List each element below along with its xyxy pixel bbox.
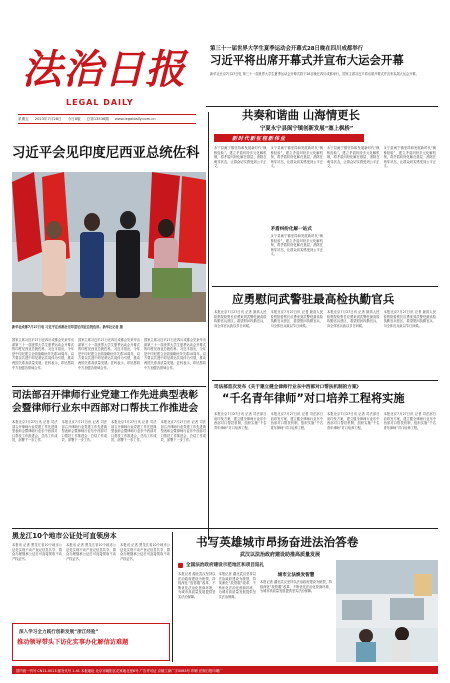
- feature-banner: 新时代新征程新伟业: [214, 134, 364, 142]
- lead-story-body: 国家主席习近平27日在四川成都会见来华出席第三十一届世界大学生夏季运动会开幕式的印度尼西亚总统佐科。习近平指出，今年是中印尼建立全面战略伙伴关系10周年，双方要以共建中印尼命运共同体为引领，推动两国关系高质量发展。佐科表示，印尼愿同中方加强各领域合作。 国家主席习近平27日在四川成都会见来华出席第三十一届世界大学生夏季运动会开幕式的印度尼西亚总统佐科。习近平指出，今年是中印尼建立全面战略伙伴关系10周年，双方要以共建中印尼命运共同体为引领，推动两国关系高质量发展。佐科表示，印尼愿同中方加强各领域合作。 国家主席习近平27日在四川成都会见来华出席第三十一届世界大学生夏季运动会开幕式的印度尼西亚总统佐科。习近平指出，今年是中印尼建立全面战略伙伴关系10周年，双方要以共建中印尼命运共同体为引领，推动两国关系高质量发展。佐科表示，印尼愿同中方加强各领域合作。: [12, 338, 206, 370]
- lead-story-headline[interactable]: 习近平会见印度尼西亚总统佐科: [12, 146, 200, 161]
- hero-story-subhead: 武汉以法治政府建设助推高质量发展: [240, 552, 321, 558]
- promo-kicker: 深入学习全力践行创新发展“浙江经验”: [19, 630, 99, 635]
- footer-bar: [12, 666, 438, 674]
- series-flag-icon: [178, 563, 183, 568]
- feature-section-title: 矛盾纠纷化解一站式: [270, 227, 312, 232]
- lawyer-story-kicker: 司法部首次发布《关于建立健全律师行业东中西部对口帮扶机制的方案》: [214, 385, 362, 390]
- promo-box[interactable]: [12, 623, 170, 661]
- issue-date: 2023年7月28日: [34, 117, 62, 121]
- hero-inset-title: 城市立法焕发智慧: [277, 573, 315, 578]
- issue-edition: 今日8版: [67, 117, 81, 121]
- masthead: [18, 44, 198, 136]
- hero-photo: [336, 560, 438, 662]
- website-link[interactable]: www.legaldaily.com.cn: [114, 117, 156, 121]
- lead-photo: [12, 172, 206, 322]
- top-story-kicker: 第三十一届世界大学生夏季运动会开幕式28日晚在四川成都举行: [210, 46, 364, 52]
- party-story-body: 本报北京7月27日讯 记者 司法部召开律师行业党建工作先进典型表彰会暨律师行业东中西部对口帮扶工作推进会，总结工作成效，部署下一步工作。 本报北京7月27日讯 记者 司法部召开律师行业党建工作先进典型表彰会暨律师行业东中西部对口帮扶工作推进会，总结工作成效，部署下一步工作。 本报北京7月27日讯 记者 司法部召开律师行业党建工作先进典型表彰会暨律师行业东中西部对口帮扶工作推进会，总结工作成效，部署下一步工作。 本报北京7月27日讯 记者 司法部召开律师行业党建工作先进典型表彰会暨律师行业东中西部对口帮扶工作推进会，总结工作成效，部署下一步工作。: [12, 420, 206, 443]
- hero-series-label: 全国法治政府建设示范地区和项目巡礼: [178, 562, 378, 569]
- masthead-title: 法治日报: [22, 46, 186, 93]
- hlj-story-headline[interactable]: 黑龙江10个地市公证处可直领房本: [12, 532, 117, 540]
- lead-photo-caption: 新华社成都7月27日电 习近平在成都会见印度尼西亚总统佐科。新华社记者 摄: [12, 325, 123, 329]
- issue-day: 星期五: [18, 117, 29, 121]
- party-story-headline[interactable]: 司法部召开律师行业党建工作先进典型表彰会暨律师行业东中西部对口帮扶工作推进会: [12, 390, 199, 414]
- feature-story-subhead: 宁夏永宁县闽宁镇创新发展“塞上枫桥”: [260, 126, 354, 132]
- masthead-english: LEGAL DAILY: [66, 98, 134, 107]
- justice-story-body: 本报北京7月27日讯 记者 最高人民检察院检察长应勇来到武警驻最高检执勤官兵营区，看望慰问执勤官兵，向全体官兵致以节日问候。 本报北京7月27日讯 记者 最高人民检察院检察长应勇来到武警驻最高检执勤官兵营区，看望慰问执勤官兵，向全体官兵致以节日问候。 本报北京7月27日讯 记者 最高人民检察院检察长应勇来到武警驻最高检执勤官兵营区，看望慰问执勤官兵，向全体官兵致以节日问候。 本报北京7月27日讯 记者 最高人民检察院检察长应勇来到武警驻最高检执勤官兵营区，看望慰问执勤官兵，向全体官兵致以节日问候。: [214, 310, 436, 328]
- top-story-headline[interactable]: 习近平将出席开幕式并宣布大运会开幕: [210, 53, 404, 67]
- top-story-body: 新华社北京7月27日电 第三十一届世界大学生夏季运动会开幕式将于28日晚在四川成都举行。国家主席习近平将出席开幕式并宣布本届大运会开幕。: [210, 72, 419, 76]
- feature-body: 永宁县闽宁镇坚持和发展新时代“枫桥经验”，建立矛盾纠纷多元化解机制，将矛盾纠纷化解在基层、消除在萌芽状态，让群众切实感受到公平正义。 永宁县闽宁镇坚持和发展新时代“枫桥经验”，建立矛盾纠纷多元化解机制，将矛盾纠纷化解在基层、消除在萌芽状态，让群众切实感受到公平正义。 矛盾纠纷化解一站式 永宁县闽宁镇坚持和发展新时代“枫桥经验”，建立矛盾纠纷多元化解机制，将矛盾纠纷化解在基层、消除在萌芽状态，让群众切实感受到公平正义。 永宁县闽宁镇坚持和发展新时代“枫桥经验”，建立矛盾纠纷多元化解机制，将矛盾纠纷化解在基层、消除在萌芽状态，让群众切实感受到公平正义。 永宁县闽宁镇坚持和发展新时代“枫桥经验”，建立矛盾纠纷多元化解机制，将矛盾纠纷化解在基层、消除在萌芽状态，让群众切实感受到公平正义。: [214, 146, 436, 257]
- feature-story-headline[interactable]: 共奏和谐曲 山海情更长: [242, 108, 360, 122]
- hero-story-body: 本报记者 湖北武汉坚持以法治政府建设为统领，持续深化“放管服”改革，不断优化法治化营商环境，为城市高质量发展提供坚实法治保障。 本报记者 湖北武汉坚持以法治政府建设为统领，持续深化“放管服”改革，不断优化法治化营商环境，为城市高质量发展提供坚实法治保障。: [178, 572, 256, 599]
- justice-story-headline[interactable]: 应勇慰问武警驻最高检执勤官兵: [232, 292, 395, 306]
- lawyer-story-headline[interactable]: “千名青年律师”对口培养工程将实施: [222, 392, 405, 405]
- promo-headline: 推动领导带头下访化实事办化解信访难题: [17, 639, 129, 646]
- hero-inset: 城市立法焕发智慧 本报记者 湖北武汉坚持以法治政府建设为统领，持续深化“放管服”改革，不断优化法治化营商环境，为城市高质量发展提供坚实法治保障。: [260, 573, 332, 594]
- footer-text: 国内统一刊号 CN11-0013 邮发代号 1-41 本报地址 北京市朝阳区花家地北里6号 广告许可证 京朝工商广字0083号 印刷 法制日报印刷厂: [16, 669, 223, 673]
- hlj-story-body: 本报讯 记者 黑龙江省10个地市公证处实现不动产登记信息共享，群众办理继承公证后可直接领取不动产权证书。 本报讯 记者 黑龙江省10个地市公证处实现不动产登记信息共享，群众办理继承公证后可直接领取不动产权证书。 本报讯 记者 黑龙江省10个地市公证处实现不动产登记信息共享，群众办理继承公证后可直接领取不动产权证书。: [12, 543, 170, 561]
- issue-number: 总第13536期: [86, 117, 109, 121]
- hero-story-headline[interactable]: 书写英雄城市昂扬奋进法治答卷: [196, 535, 359, 549]
- top-story: [210, 44, 438, 106]
- lawyer-story-body: 本报北京7月27日讯 记者 司法部日前印发方案，建立健全律师行业东中西部对口帮扶机制，组织实施“千名青年律师”对口培养工程。 本报北京7月27日讯 记者 司法部日前印发方案，建立健全律师行业东中西部对口帮扶机制，组织实施“千名青年律师”对口培养工程。 本报北京7月27日讯 记者 司法部日前印发方案，建立健全律师行业东中西部对口帮扶机制，组织实施“千名青年律师”对口培养工程。 本报北京7月27日讯 记者 司法部日前印发方案，建立健全律师行业东中西部对口帮扶机制，组织实施“千名青年律师”对口培养工程。: [214, 412, 436, 430]
